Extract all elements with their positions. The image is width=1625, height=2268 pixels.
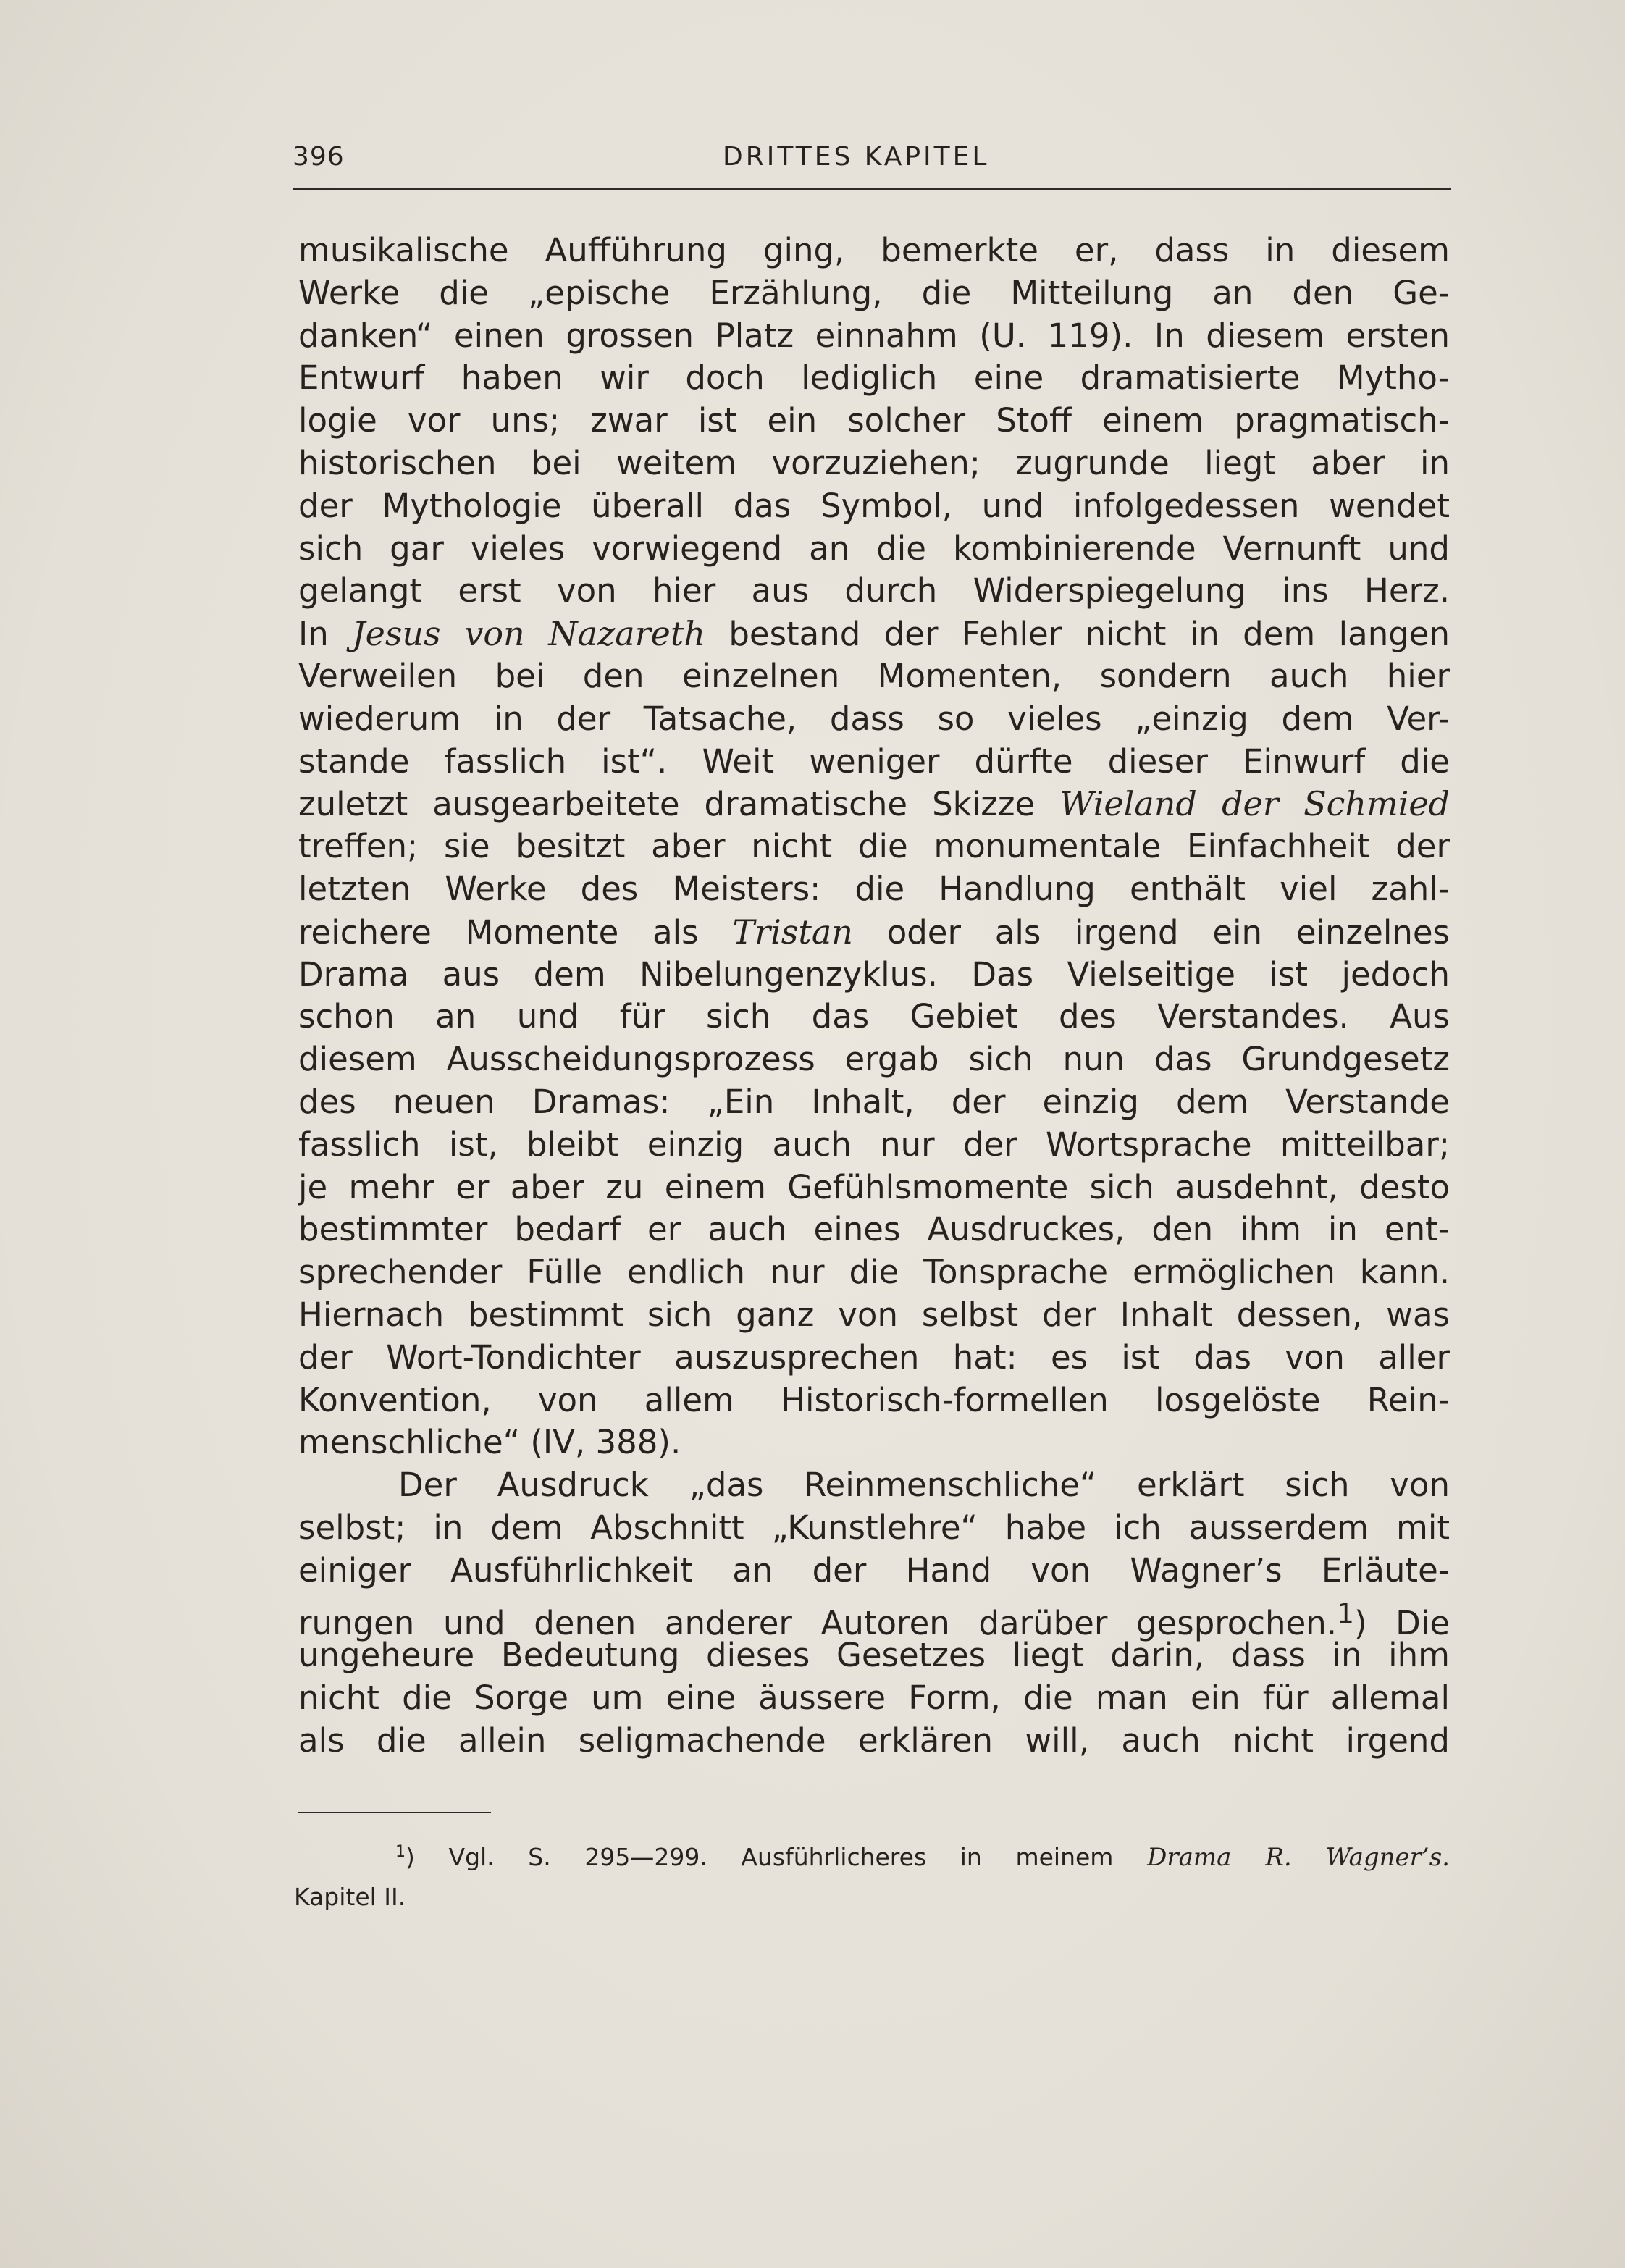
footnote-italic-title: Drama R. Wagner’s. [1147, 1843, 1450, 1872]
footnote-marker: 1 [395, 1843, 406, 1861]
header-rule [293, 188, 1451, 190]
italic-title: Wieland der Schmied [1059, 784, 1450, 824]
text-line: nicht die Sorge um eine äussere Form, die man ein für allemal [298, 1679, 1450, 1718]
text-line: diesem Ausscheidungsprozess ergab sich nun das Grundgesetz [298, 1040, 1450, 1079]
text-line: je mehr er aber zu einem Gefühlsmomente sich ausdehnt, desto [298, 1167, 1450, 1206]
text-line [298, 910, 1450, 954]
running-title: DRITTES KAPITEL [723, 142, 990, 172]
text-line: Der Ausdruck „das Reinmenschliche“ erklärt sich von [398, 1466, 1450, 1505]
text-line: treffen; sie besitzt aber nicht die monumentale Einfachheit der [298, 827, 1450, 866]
text-line: einiger Ausführlichkeit an der Hand von Wagner’s Erläute- [298, 1550, 1450, 1589]
text-line: der Mythologie überall das Symbol, und infolgedessen wendet [298, 486, 1450, 525]
footnote-marker-paren: ) [406, 1843, 415, 1871]
footnote-line [395, 1836, 1450, 1873]
text-line: danken“ einen grossen Platz einnahm (U. 119). In diesem ersten [298, 316, 1450, 355]
text-line: Konvention, von allem Historisch-formellen losgelöste Rein- [298, 1380, 1450, 1419]
text-line [298, 782, 1450, 826]
text-line: Entwurf haben wir doch lediglich eine dramatisierte Mytho- [298, 358, 1450, 398]
text-line: der Wort-Tondichter auszusprechen hat: es ist das von aller [298, 1337, 1450, 1377]
text-line: logie vor uns; zwar ist ein solcher Stoff einem pragmatisch- [298, 401, 1450, 440]
text-span: rungen und denen anderer Autoren darüber gesprochen. [298, 1603, 1338, 1642]
italic-title: Tristan [732, 912, 853, 952]
text-line: Werke die „epische Erzählung, die Mitteilung an den Ge- [298, 273, 1450, 312]
text-line [298, 612, 1450, 655]
text-span: bestand der Fehler nicht in dem langen [705, 615, 1450, 654]
text-span: oder als irgend ein einzelnes [852, 912, 1450, 952]
text-line: letzten Werke des Meisters: die Handlung enthält viel zahl- [298, 870, 1450, 908]
footnote-ref: 1 [1337, 1597, 1354, 1629]
text-span: ) Die [1353, 1603, 1450, 1642]
text-line: historischen bei weitem vorzuziehen; zugrunde liegt aber in [298, 444, 1450, 482]
page-number: 396 [293, 142, 345, 172]
text-line: Verweilen bei den einzelnen Momenten, sondern auch hier [298, 657, 1450, 695]
text-line: schon an und für sich das Gebiet des Verstandes. Aus [298, 997, 1450, 1036]
text-line: ungeheure Bedeutung dieses Gesetzes liegt darin, dass in ihm [298, 1636, 1450, 1675]
text-span: In [298, 615, 353, 654]
text-line: sich gar vieles vorwiegend an die kombinierende Vernunft und [298, 529, 1450, 568]
text-span: zuletzt ausgearbeitete dramatische Skizze [298, 785, 1060, 824]
footnote-line: Kapitel II. [294, 1883, 406, 1911]
text-line: sprechender Fülle endlich nur die Tonsprache ermöglichen kann. [298, 1253, 1450, 1292]
footnote-rule [298, 1812, 491, 1813]
text-line: stande fasslich ist“. Weit weniger dürfte dieser Einwurf die [298, 742, 1450, 781]
text-line: Hiernach bestimmt sich ganz von selbst der Inhalt dessen, was [298, 1295, 1450, 1334]
text-line: menschliche“ (IV, 388). [298, 1423, 681, 1462]
text-line: Drama aus dem Nibelungenzyklus. Das Vielseitige ist jedoch [298, 954, 1450, 994]
text-line: wiederum in der Tatsache, dass so vieles „einzig dem Ver- [298, 699, 1450, 738]
text-span: reichere Momente als [298, 912, 733, 952]
text-line: selbst; in dem Abschnitt „Kunstlehre“ habe ich ausserdem mit [298, 1508, 1450, 1547]
text-line: musikalische Aufführung ging, bemerkte er, dass in diesem [298, 231, 1450, 269]
text-line [298, 1592, 1450, 1642]
italic-title: Jesus von Nazareth [352, 614, 705, 654]
text-line: des neuen Dramas: „Ein Inhalt, der einzig dem Verstande [298, 1083, 1450, 1121]
footnote-text: Vgl. S. 295—299. Ausführlicheres in meinem [414, 1843, 1148, 1871]
text-line: bestimmter bedarf er auch eines Ausdruckes, den ihm in ent- [298, 1210, 1450, 1249]
text-line: gelangt erst von hier aus durch Widerspiegelung ins Herz. [298, 571, 1450, 610]
text-line: als die allein seligmachende erklären will, auch nicht irgend [298, 1721, 1450, 1760]
text-line: fasslich ist, bleibt einzig auch nur der Wortsprache mitteilbar; [298, 1125, 1450, 1164]
